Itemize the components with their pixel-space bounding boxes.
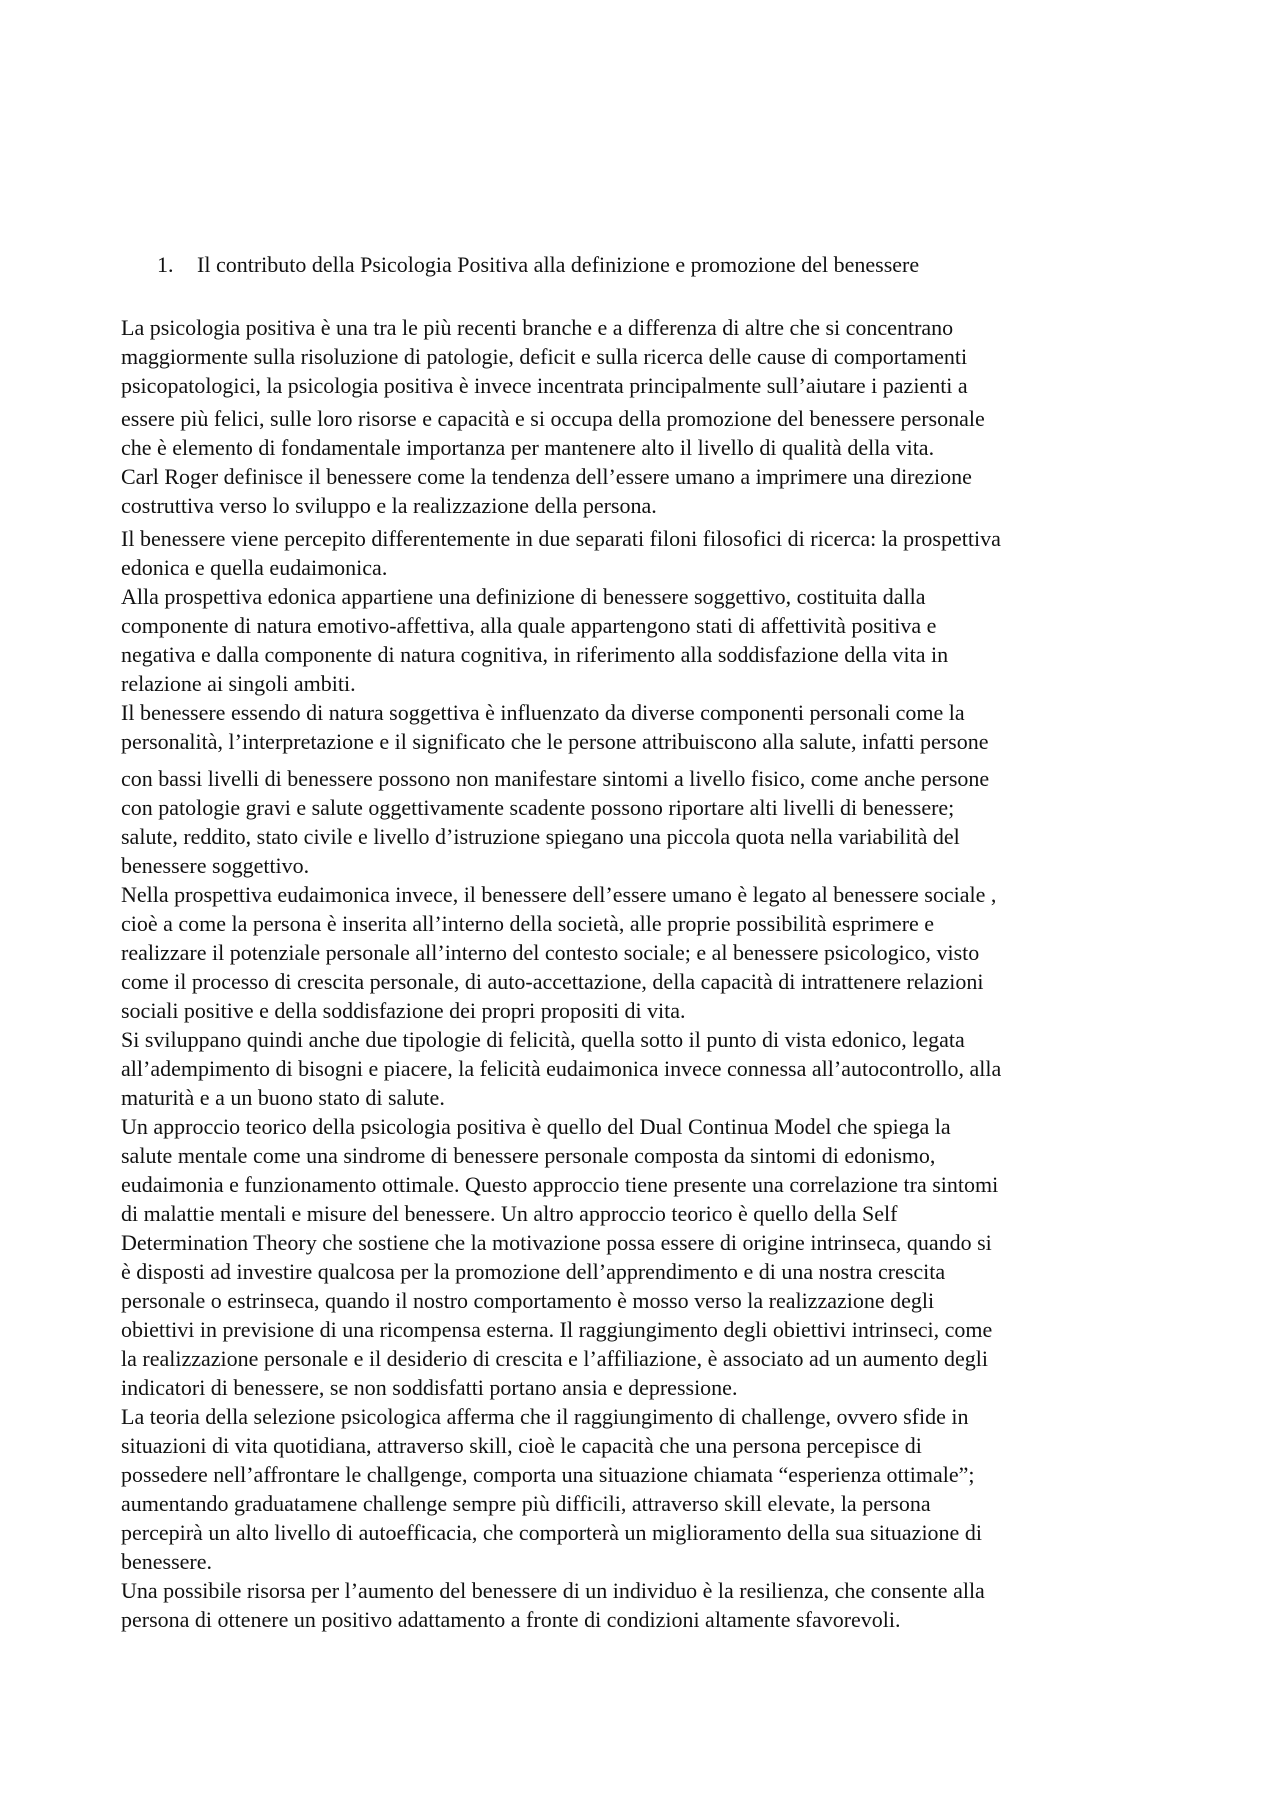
text-line: Un approccio teorico della psicologia positiva è quello del Dual Continua Model che spiega la <box>121 1114 951 1139</box>
text-line: salute mentale come una sindrome di benessere personale composta da sintomi di edonismo, <box>121 1143 936 1168</box>
text-line: Alla prospettiva edonica appartiene una definizione di benessere soggettivo, costituita dalla <box>121 584 926 609</box>
heading-number: 1. <box>157 252 174 277</box>
text-line: relazione ai singoli ambiti. <box>121 671 356 696</box>
text-line: maggiormente sulla risoluzione di patologie, deficit e sulla ricerca delle cause di comportamenti <box>121 344 968 369</box>
text-line: Nella prospettiva eudaimonica invece, il benessere dell’essere umano è legato al benessere sociale , <box>121 882 997 907</box>
text-line: personalità, l’interpretazione e il significato che le persone attribuiscono alla salute, infatti persone <box>121 729 989 754</box>
text-line: edonica e quella eudaimonica. <box>121 555 388 580</box>
text-line: Carl Roger definisce il benessere come la tendenza dell’essere umano a imprimere una direzione <box>121 464 972 489</box>
text-line: componente di natura emotivo-affettiva, alla quale appartengono stati di affettività positiva e <box>121 613 937 638</box>
text-line: salute, reddito, stato civile e livello d’istruzione spiegano una piccola quota nella variabilità del <box>121 824 960 849</box>
text-line: la realizzazione personale e il desiderio di crescita e l’affiliazione, è associato ad un aumento degli <box>121 1346 988 1371</box>
text-line: realizzare il potenziale personale all’interno del contesto sociale; e al benessere psicologico, visto <box>121 940 980 965</box>
heading-title: Il contributo della Psicologia Positiva alla definizione e promozione del benessere <box>197 252 920 277</box>
text-line: costruttiva verso lo sviluppo e la realizzazione della persona. <box>121 493 657 518</box>
text-line: con patologie gravi e salute oggettivamente scadente possono riportare alti livelli di benessere; <box>121 795 955 820</box>
text-line: eudaimonia e funzionamento ottimale. Questo approccio tiene presente una correlazione tra sintomi <box>121 1172 999 1197</box>
text-line: La teoria della selezione psicologica afferma che il raggiungimento di challenge, ovvero sfide in <box>121 1404 969 1429</box>
text-line: essere più felici, sulle loro risorse e capacità e si occupa della promozione del benessere personale <box>121 406 985 431</box>
text-line: La psicologia positiva è una tra le più recenti branche e a differenza di altre che si concentrano <box>121 315 954 340</box>
text-line: Il benessere viene percepito differentemente in due separati filoni filosofici di ricerca: la prospettiva <box>121 526 1001 551</box>
text-line: con bassi livelli di benessere possono non manifestare sintomi a livello fisico, come anche persone <box>121 766 990 791</box>
text-line: di malattie mentali e misure del benessere. Un altro approccio teorico è quello della Self <box>121 1201 898 1226</box>
text-line: cioè a come la persona è inserita all’interno della società, alle proprie possibilità esprimere e <box>121 911 935 936</box>
text-line: persona di ottenere un positivo adattamento a fronte di condizioni altamente sfavorevoli. <box>121 1607 901 1632</box>
text-line: aumentando graduatamene challenge sempre più difficili, attraverso skill elevate, la persona <box>121 1491 931 1516</box>
text-line: Si sviluppano quindi anche due tipologie di felicità, quella sotto il punto di vista edonico, legata <box>121 1027 965 1052</box>
text-line: maturità e a un buono stato di salute. <box>121 1085 445 1110</box>
text-line: all’adempimento di bisogni e piacere, la felicità eudaimonica invece connessa all’autocontrollo, alla <box>121 1056 1002 1081</box>
text-line: è disposti ad investire qualcosa per la promozione dell’apprendimento e di una nostra crescita <box>121 1259 946 1284</box>
text-line: che è elemento di fondamentale importanza per mantenere alto il livello di qualità della vita. <box>121 435 935 460</box>
text-line: possedere nell’affrontare le challgenge, comporta una situazione chiamata “esperienza ottimale”; <box>121 1462 975 1487</box>
text-line: come il processo di crescita personale, di auto-accettazione, della capacità di intrattenere relazioni <box>121 969 984 994</box>
text-line: sociali positive e della soddisfazione dei propri propositi di vita. <box>121 998 686 1023</box>
text-line: negativa e dalla componente di natura cognitiva, in riferimento alla soddisfazione della vita in <box>121 642 949 667</box>
text-line: situazioni di vita quotidiana, attraverso skill, cioè le capacità che una persona percepisce di <box>121 1433 922 1458</box>
text-line: benessere soggettivo. <box>121 853 310 878</box>
text-line: indicatori di benessere, se non soddisfatti portano ansia e depressione. <box>121 1375 738 1400</box>
section-heading <box>157 251 1157 279</box>
body-text <box>121 313 1181 1634</box>
text-line: obiettivi in previsione di una ricompensa esterna. Il raggiungimento degli obiettivi intrinseci, come <box>121 1317 993 1342</box>
text-line: Il benessere essendo di natura soggettiva è influenzato da diverse componenti personali come la <box>121 700 965 725</box>
text-line: benessere. <box>121 1549 213 1574</box>
text-line: Determination Theory che sostiene che la motivazione possa essere di origine intrinseca, quando si <box>121 1230 992 1255</box>
text-line: Una possibile risorsa per l’aumento del benessere di un individuo è la resilienza, che consente alla <box>121 1578 985 1603</box>
text-line: percepirà un alto livello di autoefficacia, che comporterà un miglioramento della sua situazione di <box>121 1520 982 1545</box>
text-line: personale o estrinseca, quando il nostro comportamento è mosso verso la realizzazione degli <box>121 1288 935 1313</box>
text-line: psicopatologici, la psicologia positiva è invece incentrata principalmente sull’aiutare i pazienti a <box>121 373 968 398</box>
